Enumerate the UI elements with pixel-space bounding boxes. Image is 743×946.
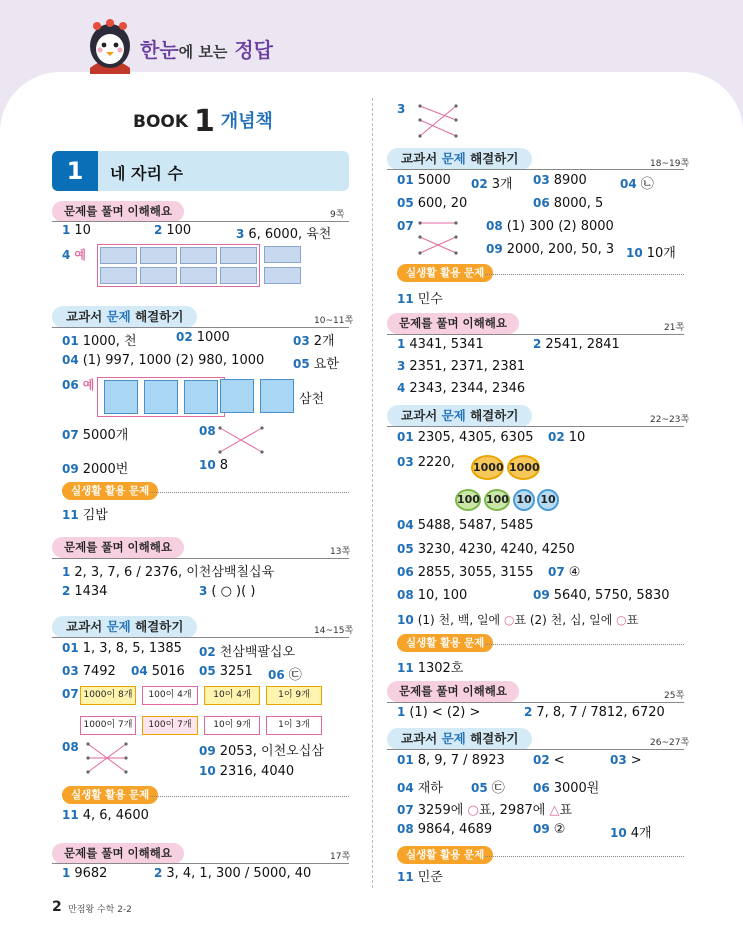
answer-line: 04 ㉡ [620, 177, 654, 192]
section-rule [52, 221, 349, 222]
answer-line: 07 5000개 [62, 428, 129, 443]
coin-1000: 1000 [471, 455, 504, 480]
banknote-icon [100, 247, 137, 264]
banknote-icon [220, 267, 257, 284]
section-label-apply: 실생활 활용 문제 [397, 846, 493, 864]
dotted-rule [485, 856, 684, 857]
answer-line: 4 예 [62, 248, 86, 262]
answer-line: 07 ④ [548, 565, 581, 580]
answer-line: 06 예 [62, 378, 95, 392]
coin-10: 10 [513, 489, 535, 511]
place-value-box: 1이 9개 [266, 686, 322, 705]
answer-line: 2 7, 8, 7 / 7812, 6720 [524, 705, 665, 720]
answer-line: 11 민수 [397, 292, 443, 307]
coin-10: 10 [537, 489, 559, 511]
section-label-understand: 문제를 풀며 이해해요 [387, 681, 519, 702]
section-rule [52, 637, 349, 638]
header-title-part2: 에 보는 [178, 43, 228, 61]
answer-line: 03 2220, [397, 455, 455, 470]
answer-line: 11 김밥 [62, 508, 108, 523]
answer-line: 10 10개 [626, 246, 676, 261]
place-value-box: 10이 4개 [204, 686, 260, 705]
answer-line: 05 요한 [293, 357, 339, 372]
answer-line: 01 1000, 천 [62, 334, 137, 349]
answer-line: 1 2, 3, 7, 6 / 2376, 이천삼백칠십육 [62, 565, 275, 580]
answer-line: 4 2343, 2344, 2346 [397, 381, 526, 396]
banknote-answer [97, 244, 260, 287]
answer-line: 02 < [533, 753, 565, 768]
answer-line: 2 2541, 2841 [533, 337, 620, 352]
answer-line: 02 3개 [471, 177, 513, 192]
answer-line: 01 5000 [397, 173, 451, 188]
page-ref: 22~23쪽 [650, 415, 690, 425]
banknote-icon [264, 246, 301, 263]
page-ref: 10~11쪽 [314, 316, 354, 326]
answer-line: 04 재하 [397, 781, 443, 796]
answer-line: 02 천삼백팔십오 [199, 645, 296, 660]
answer-line: 08 [62, 740, 79, 754]
answer-line: 01 8, 9, 7 / 8923 [397, 753, 505, 768]
page-ref: 13쪽 [330, 547, 351, 557]
banknote-icon [140, 267, 177, 284]
answer-line: 08 10, 100 [397, 588, 468, 603]
answer-line: 09 5640, 5750, 5830 [533, 588, 670, 603]
coin-100: 100 [484, 489, 510, 511]
section-rule [52, 558, 349, 559]
thousand-cube-icon [260, 379, 294, 413]
answer-line: 04 (1) 997, 1000 (2) 980, 1000 [62, 353, 265, 368]
dotted-rule [485, 274, 684, 275]
dotted-rule [150, 796, 349, 797]
place-value-box: 100이 4개 [142, 686, 198, 705]
place-value-box: 1000이 8개 [80, 686, 136, 705]
place-value-box: 1이 3개 [266, 716, 322, 735]
answer-line: 01 2305, 4305, 6305 [397, 430, 534, 445]
coin-100: 100 [455, 489, 481, 511]
circle-mark-icon: ○ [503, 613, 515, 627]
section-label-understand: 문제를 풀며 이해해요 [52, 537, 184, 558]
chapter-number: 1 [52, 151, 98, 191]
answer-line: 03 > [610, 753, 642, 768]
chapter-banner [52, 151, 349, 191]
answer-line: 04 5488, 5487, 5485 [397, 518, 534, 533]
thousand-cube-icon [184, 380, 218, 414]
header-title-part3: 정답 [234, 38, 273, 62]
section-rule [387, 334, 684, 335]
matching-lines-icon [84, 741, 130, 775]
header-title [140, 34, 273, 63]
answer-line: 03 8900 [533, 173, 587, 188]
answer-line: 01 1, 3, 8, 5, 1385 [62, 641, 182, 656]
answer-line: 3 2351, 2371, 2381 [397, 359, 526, 374]
answer-line: 07 3259에 ○표, 2987에 △표 [397, 803, 572, 818]
section-label-textbook: 교과서 문제 해결하기 [387, 405, 532, 427]
answer-line: 10 2316, 4040 [199, 764, 295, 779]
answer-line: 1 10 [62, 223, 91, 238]
book-number: 1 [193, 104, 215, 139]
answer-line: 06 3000원 [533, 781, 600, 796]
column-divider [372, 98, 373, 888]
answer-line: 10 (1) 천, 백, 일에 ○표 (2) 천, 십, 일에 ○표 [397, 613, 639, 627]
place-value-box: 1000이 7개 [80, 716, 136, 735]
answer-line: 2 100 [154, 223, 192, 238]
thousand-cube-icon [220, 379, 254, 413]
section-label-apply: 실생활 활용 문제 [62, 786, 158, 804]
book-title [133, 104, 273, 139]
section-label-textbook: 교과서 문제 해결하기 [387, 728, 532, 750]
section-rule [387, 169, 684, 170]
answer-line: 1 (1) < (2) > [397, 705, 481, 720]
answer-line: 10 4개 [610, 826, 652, 841]
answer-line: 07 [62, 687, 79, 701]
footer-page-number: 2 [52, 899, 62, 915]
banknote-icon [100, 267, 137, 284]
section-rule [387, 426, 684, 427]
section-label-textbook: 교과서 문제 해결하기 [387, 148, 532, 170]
section-label-textbook: 교과서 문제 해결하기 [52, 616, 197, 638]
dotted-rule [485, 644, 684, 645]
chapter-title: 네 자리 수 [110, 164, 183, 183]
answer-line: 05 3251 [199, 664, 253, 679]
answer-line: 05 3230, 4230, 4240, 4250 [397, 542, 575, 557]
answer-line: 05 ㉢ [471, 781, 505, 796]
coin-1000: 1000 [507, 455, 540, 480]
section-label-understand: 문제를 풀며 이해해요 [52, 201, 184, 222]
answer-line: 02 1000 [176, 330, 230, 345]
section-label-textbook: 교과서 문제 해결하기 [52, 306, 197, 328]
triangle-mark-icon: △ [549, 803, 560, 818]
circle-mark-icon: ○ [616, 613, 627, 627]
header-title-part1: 한눈 [140, 38, 179, 62]
answer-line: 09 2000번 [62, 462, 129, 477]
answer-line: 05 600, 20 [397, 196, 468, 211]
section-label-understand: 문제를 풀며 이해해요 [52, 843, 184, 864]
section-rule [52, 327, 349, 328]
answer-line: 06 8000, 5 [533, 196, 604, 211]
banknote-icon [180, 247, 217, 264]
answer-line: 03 2개 [293, 334, 335, 349]
matching-lines-icon [416, 220, 460, 256]
answer-line: 09 2000, 200, 50, 3 [486, 242, 615, 257]
answer-text: 삼천 [299, 392, 325, 407]
page-ref: 25쪽 [664, 691, 685, 701]
dotted-rule [150, 492, 349, 493]
book-prefix: BOOK [133, 112, 189, 132]
place-value-box: 100이 7개 [142, 716, 198, 735]
answer-line: 11 1302호 [397, 661, 464, 676]
banknote-icon [140, 247, 177, 264]
answer-line: 1 9682 [62, 866, 108, 881]
banknote-icon [180, 267, 217, 284]
circle-mark-icon: ○ [467, 803, 479, 818]
answer-line: 2 3, 4, 1, 300 / 5000, 40 [154, 866, 312, 881]
answer-line: 2 1434 [62, 584, 108, 599]
banknote-icon [220, 247, 257, 264]
page-ref: 21쪽 [664, 323, 685, 333]
answer-line: 09 ② [533, 822, 566, 837]
section-label-apply: 실생활 활용 문제 [397, 264, 493, 282]
page-ref: 9쪽 [330, 210, 345, 220]
banknote-extra [264, 246, 301, 284]
answer-line: 08 9864, 4689 [397, 822, 493, 837]
matching-lines-icon [416, 103, 460, 139]
thousand-cube-icon [144, 380, 178, 414]
answer-line: 1 4341, 5341 [397, 337, 484, 352]
section-label-apply: 실생활 활용 문제 [397, 634, 493, 652]
book-subtitle: 개념책 [220, 111, 273, 132]
answer-line: 04 5016 [131, 664, 185, 679]
answer-line: 06 2855, 3055, 3155 [397, 565, 534, 580]
section-rule [387, 749, 684, 750]
thousand-cube-icon [104, 380, 138, 414]
page-ref: 14~15쪽 [314, 626, 354, 636]
page-ref: 26~27쪽 [650, 738, 690, 748]
page-ref: 18~19쪽 [650, 159, 690, 169]
section-label-apply: 실생활 활용 문제 [62, 482, 158, 500]
answer-line: 07 [397, 219, 414, 233]
matching-lines-icon [216, 425, 266, 455]
answer-line: 06 ㉢ [268, 668, 302, 683]
answer-line: 3 [397, 102, 406, 116]
section-label-understand: 문제를 풀며 이해해요 [387, 313, 519, 334]
answer-line: 08 (1) 300 (2) 8000 [486, 219, 614, 234]
page-ref: 17쪽 [330, 852, 351, 862]
place-value-box: 10이 9개 [204, 716, 260, 735]
answer-line: 03 7492 [62, 664, 116, 679]
answer-line: 11 4, 6, 4600 [62, 808, 149, 823]
cube-frame [97, 377, 225, 417]
answer-line: 10 8 [199, 458, 228, 473]
footer-text: 만점왕 수학 2-2 [68, 905, 132, 915]
banknote-icon [264, 267, 301, 284]
answer-line: 3 ( ○ )( ) [199, 584, 256, 599]
answer-line: 08 [199, 424, 216, 438]
section-rule [387, 702, 684, 703]
answer-line: 02 10 [548, 430, 586, 445]
answer-line: 3 6, 6000, 육천 [236, 227, 332, 242]
answer-line: 09 2053, 이천오십삼 [199, 744, 324, 759]
penguin-mascot-icon [82, 18, 138, 74]
answer-line: 11 민준 [397, 870, 443, 885]
section-rule [52, 863, 349, 864]
